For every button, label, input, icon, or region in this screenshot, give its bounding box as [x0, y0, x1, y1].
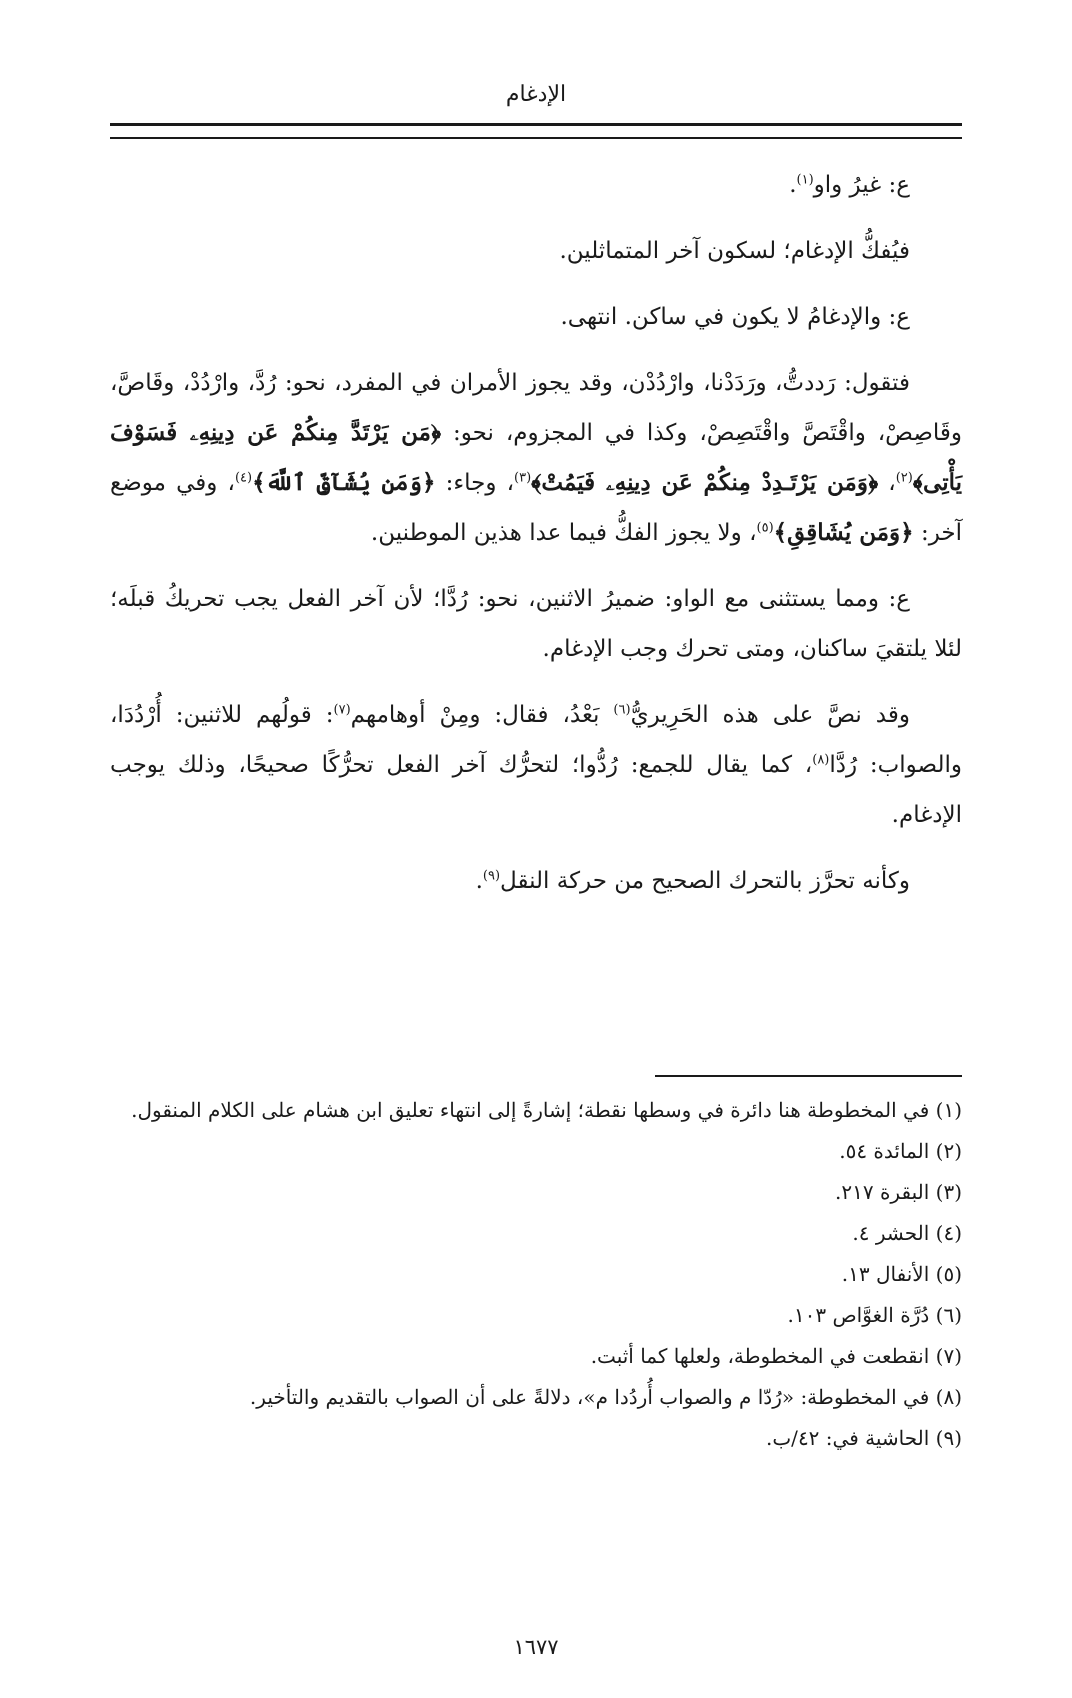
paragraph-text: ع: غيرُ واو	[813, 172, 910, 198]
paragraph-text: ، وجاء:	[435, 470, 515, 496]
paragraph-4	[110, 358, 962, 558]
main-text	[110, 160, 962, 922]
header-rule-thick	[110, 123, 962, 126]
footnote-3: (٣) البقرة ٢١٧.	[835, 1180, 962, 1204]
paragraph-text: بَعْدُ، فقال: ومِنْ أوهامهم	[350, 702, 614, 728]
footnote-4: (٤) الحشر ٤.	[852, 1221, 962, 1245]
paragraph-1	[110, 160, 962, 210]
footnote-ref: (٢)	[895, 470, 913, 486]
footnote-ref: (٣)	[514, 470, 532, 486]
footnote-ref: (٤)	[234, 470, 253, 486]
paragraph-5	[110, 574, 962, 674]
paragraph-text: ع: ومما يستثنى مع الواو: ضميرُ الاثنين، نحو: رُدَّا؛ لأن آخر الفعل يجب تحريكُ قبلَه؛ لئلا يلتقيَ ساكنان، ومتى تحرك وجب الإدغام.	[110, 586, 962, 662]
footnote-ref: (٥)	[756, 520, 774, 536]
paragraph-text: وقد نصَّ على هذه الحَرِيريُّ	[630, 702, 910, 728]
footnote-ref: (٦)	[613, 702, 631, 718]
paragraph-3	[110, 292, 962, 342]
paragraph-end: .	[475, 868, 483, 894]
footnote-ref: (٩)	[482, 868, 501, 884]
footnote-ref: (٧)	[333, 702, 351, 718]
footnote-ref: (٨)	[812, 752, 830, 768]
paragraph-2	[110, 226, 962, 276]
paragraph-text: ، ولا يجوز الفكُّ فيما عدا هذين الموطنين.	[370, 520, 757, 546]
footnote-5: (٥) الأنفال ١٣.	[841, 1262, 962, 1286]
paragraph-text: فتقول: رَددتُّ، ورَدَدْنا، وارْدُدْن، وقد يجوز الأمران في المفرد، نحو: رُدَّ، وارْدُدْ، وقَاصَّ، وقَاصِصْ، واقْتَصَّ واقْتَصِصْ، وكذا في المجزوم، نحو:	[110, 370, 962, 446]
footnote-7: (٧) انقطعت في المخطوطة، ولعلها كما أثبت.	[590, 1344, 962, 1368]
paragraph-6	[110, 690, 962, 840]
footnotes	[110, 1090, 962, 1459]
footnote-ref: (١)	[796, 172, 814, 188]
quran-verse: ﴿وَمَن يُشَاقِقِ﴾	[773, 519, 914, 546]
paragraph-text: : قولُهم للاثنين: أُرْدُدَا، والصواب: رُدَّا	[110, 702, 962, 778]
running-header: الإدغام	[505, 82, 567, 107]
quran-verse: ﴿وَمَن يُشَآقِّ ٱللَّهَ﴾	[252, 469, 436, 496]
header-rule-thin	[110, 137, 962, 139]
page-number: ١٦٧٧	[513, 1635, 559, 1659]
footnote-2: (٢) المائدة ٥٤.	[839, 1139, 962, 1163]
paragraph-text: ع: والإدغامُ لا يكون في ساكن. انتهى.	[560, 304, 910, 330]
footnote-1: (١) في المخطوطة هنا دائرة في وسطها نقطة؛ إشارةً إلى انتهاء تعليق ابن هشام على الكلام المنقول.	[131, 1098, 962, 1122]
paragraph-text: ، وفي موضع آخر:	[110, 470, 962, 546]
footnote-6: (٦) دُرَّة الغوَّاص ١٠٣.	[787, 1303, 962, 1327]
paragraph-text: ، كما يقال للجمع: رُدُّوا؛ لتحرُّك آخر الفعل تحرُّكًا صحيحًا، وذلك يوجب الإدغام.	[110, 752, 962, 828]
footnote-separator	[655, 1075, 962, 1077]
quran-verse: ﴿مَن يَرْتَدَّ مِنكُمْ عَن دِينِهِۦ فَسَوْفَ يَأْتِى﴾	[110, 419, 963, 496]
footnote-9: (٩) الحاشية في: ٤٢/ب.	[766, 1426, 962, 1450]
paragraph-text: وكأنه تحرَّز بالتحرك الصحيح من حركة النقل	[500, 868, 910, 894]
paragraph-text: فيُفكُّ الإدغام؛ لسكون آخر المتماثلين.	[559, 238, 910, 264]
footnote-8: (٨) في المخطوطة: «رُدّا م والصواب أُردُدا م»، دلالةً على أن الصواب بالتقديم والتأخير.	[249, 1385, 962, 1409]
paragraph-7	[110, 856, 962, 906]
paragraph-text: ،	[878, 470, 896, 496]
paragraph-end: .	[789, 172, 797, 198]
quran-verse: ﴿وَمَن يَرْتَـدِدْ مِنكُمْ عَن دِينِهِۦ فَيَمُتْ﴾	[531, 469, 879, 496]
